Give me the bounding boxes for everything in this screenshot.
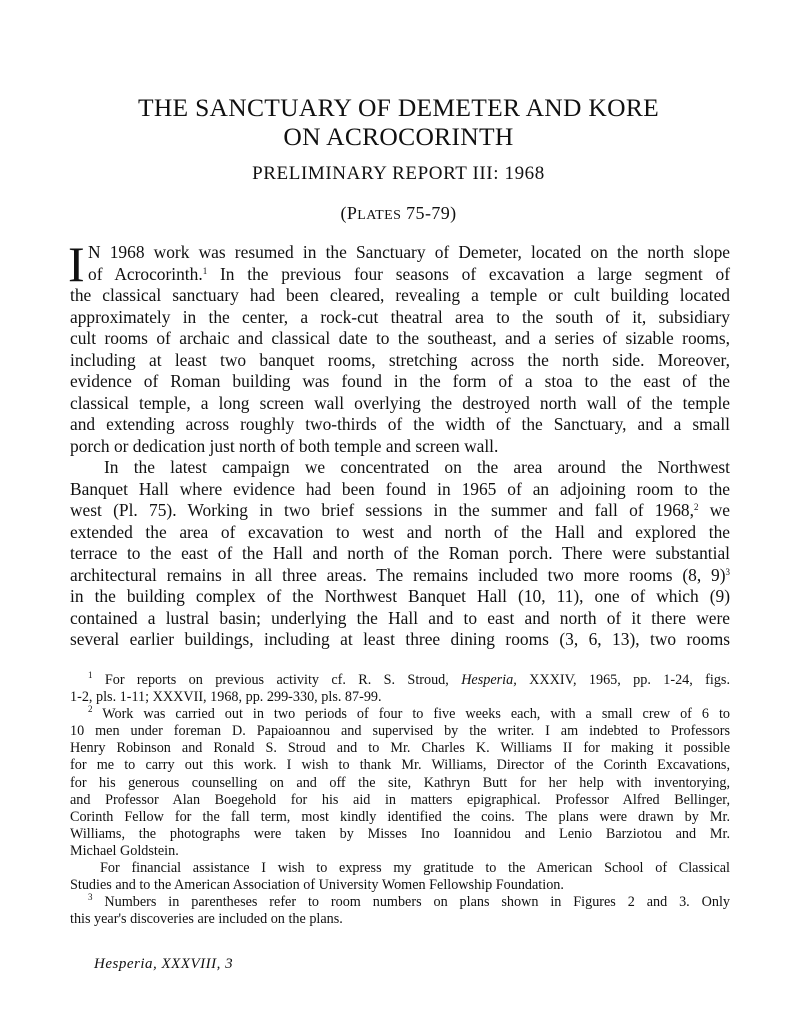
footnote-text: Numbers in parentheses refer to room numbers on plans shown in Figures 2 and 3. Only <box>92 894 730 911</box>
footnote-mark-3: 3 <box>88 892 93 903</box>
body-line: contained a lustral basin; underlying the Hall and to east and north of it there were <box>70 607 730 628</box>
plates-close: 75-79) <box>401 203 457 223</box>
footnote-text: Work was carried out in two periods of four to five weeks each, with a small crew of 6 to <box>92 706 730 723</box>
plates-open: (P <box>340 203 358 223</box>
journal-footer: Hesperia, XXXVIII, 3 <box>94 956 234 972</box>
footnote-2-line: Michael Goldstein. <box>70 842 179 859</box>
journal-title: Hesperia, <box>461 672 517 688</box>
body-line: In the latest campaign we concentrated on the area around the Northwest <box>104 457 730 477</box>
body-line <box>70 500 730 522</box>
body-line: several earlier buildings, including at least three dining rooms (3, 6, 13), two rooms <box>70 629 730 649</box>
footnote-ref-2[interactable]: 2 <box>693 502 699 512</box>
body-text: west (Pl. 75). Working in two brief sessions in the summer and fall of 1968, <box>70 500 694 520</box>
body-line: N 1968 work was resumed in the Sanctuary of Demeter, located on the north slope <box>88 242 730 262</box>
body-line: cult rooms of archaic and classical date to the southeast, and a series of sizable rooms, <box>70 328 730 348</box>
footnote-ref-1[interactable]: 1 <box>202 265 208 276</box>
footnote-2-line: Corinth Fellow for the fall term, most kindly identified the coins. The plans were drawn by Mr. <box>70 808 730 825</box>
body-line: approximately in the center, a rock-cut theatral area to the south of it, subsidiary <box>70 306 730 327</box>
footnote-mark-2: 2 <box>88 704 93 715</box>
footnote-2-line: Williams, the photographs were taken by Misses Ino Ioannidou and Lenio Barziotou and Mr. <box>70 825 730 842</box>
footnote-3-line <box>88 894 730 911</box>
footnote-mark-1: 1 <box>88 670 93 680</box>
footnote-2-line: for his generous counselling on and off the site, Kathryn Butt for her help with inventorying, <box>70 774 730 791</box>
body-text: of Acrocorinth. <box>88 263 203 284</box>
article-title-line-1: THE SANCTUARY OF DEMETER AND KORE <box>137 93 660 122</box>
body-line: porch or dedication just north of both temple and screen wall. <box>70 435 499 456</box>
drop-cap: I <box>68 236 85 292</box>
body-line: classical temple, a long screen wall overlying the destroyed north wall of the temple <box>70 392 730 413</box>
body-text: In the previous four seasons of excavation a large segment of <box>207 263 730 284</box>
footnote-2-line: for me to carry out this work. I wish to thank Mr. Williams, Director of the Corinth Excavations, <box>70 757 730 774</box>
footnote-2-line: Henry Robinson and Ronald S. Stroud and to Mr. Charles K. Williams II for making it possible <box>70 740 730 757</box>
paragraph-1 <box>68 236 730 457</box>
footnote-2b-line: Studies and to the American Association of University Women Fellowship Foundation. <box>70 877 564 894</box>
body-text: we <box>698 500 730 520</box>
body-line: evidence of Roman building was found in the form of a stoa to the east of the <box>70 371 730 391</box>
body-line: including at least two banquet rooms, stretching across the north side. Moreover, <box>70 349 730 370</box>
body-line <box>88 264 730 286</box>
footnote-text: For reports on previous activity cf. R. S. Stroud, <box>92 672 462 688</box>
footnote-ref-3[interactable]: 3 <box>725 566 730 577</box>
footnotes <box>70 672 730 928</box>
footnote-2-line: 10 men under foreman D. Papaioannou and supervised by the writer. I am indebted to Professors <box>70 723 730 740</box>
plates-small-caps: LATES <box>357 208 402 223</box>
footnote-text: XXXIV, 1965, pp. 1-24, figs. <box>516 672 730 688</box>
body-line: the classical sanctuary had been cleared, revealing a temple or cult building located <box>70 285 730 305</box>
body-line: in the building complex of the Northwest Banquet Hall (10, 11), one of which (9) <box>70 586 730 606</box>
footnote-2-line: and Professor Alan Boegehold for his aid in matters epigraphical. Professor Alfred Bellinger, <box>70 791 730 808</box>
paragraph-2 <box>70 457 730 651</box>
body-line: and extending across roughly two-thirds of the width of the Sanctuary, and a small <box>70 414 730 434</box>
body-line <box>70 565 730 587</box>
body-line: Banquet Hall where evidence had been found in 1965 of an adjoining room to the <box>70 478 730 499</box>
article-title-line-2: ON ACROCORINTH <box>283 122 514 151</box>
footnote-1-line: 1-2, pls. 1-11; XXXVII, 1968, pp. 299-330, pls. 87-99. <box>70 689 382 706</box>
article-subtitle: PRELIMINARY REPORT III: 1968 <box>252 163 545 184</box>
footnote-1-line <box>88 672 730 689</box>
body-line: terrace to the east of the Hall and north of the Roman porch. There were substantial <box>70 543 730 563</box>
plates-reference <box>0 203 797 224</box>
body-line: extended the area of excavation to west and north of the Hall and explored the <box>70 521 730 542</box>
footnote-2b-line: For financial assistance I wish to express my gratitude to the American School of Classical <box>100 860 730 877</box>
body-text: architectural remains in all three areas. The remains included two more rooms (8, 9) <box>70 564 726 585</box>
footnote-3-line: this year's discoveries are included on the plans. <box>70 911 343 928</box>
footnote-2-line <box>88 706 730 723</box>
